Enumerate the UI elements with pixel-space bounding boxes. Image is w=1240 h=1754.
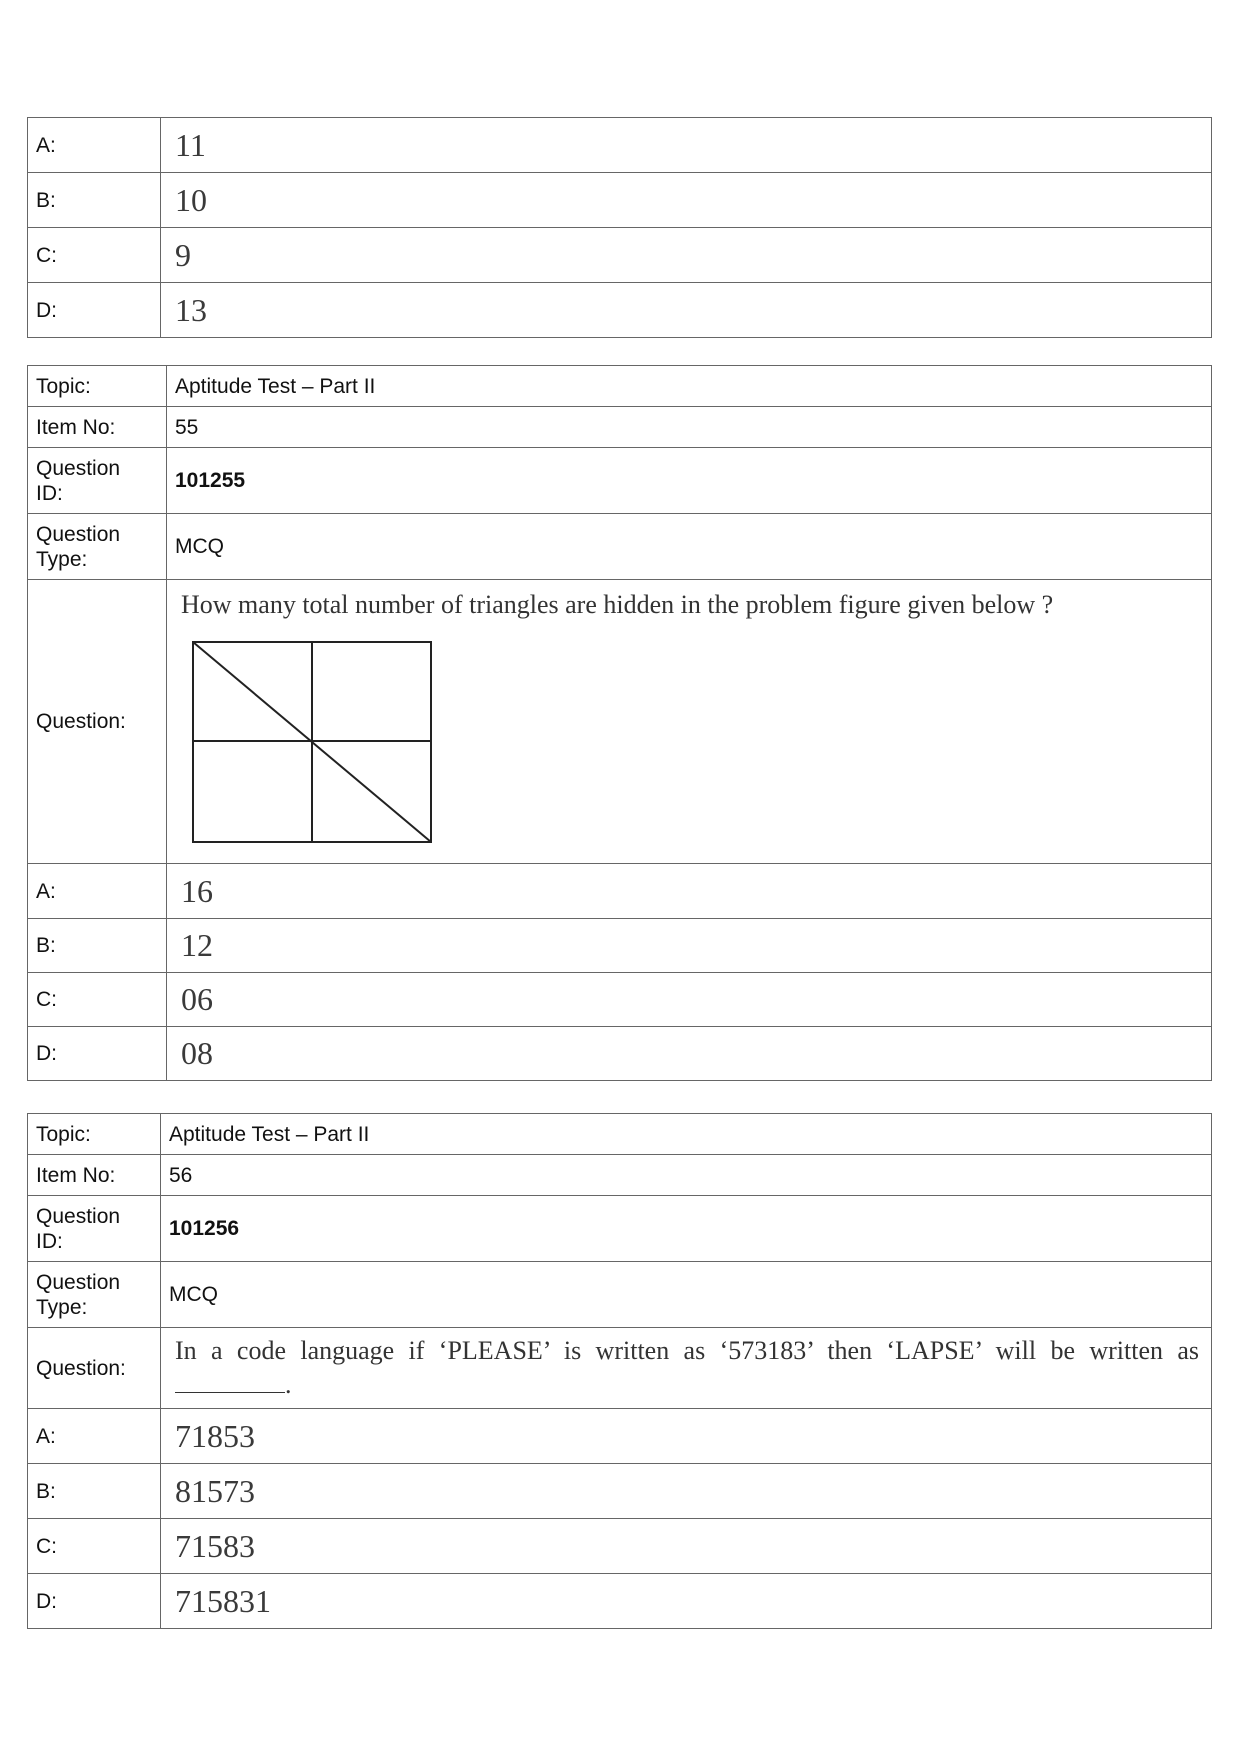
option-value: 13 <box>161 283 1212 338</box>
question-id-label-line1: Question <box>36 456 121 480</box>
question-55-table <box>27 365 1212 1081</box>
question-text-answer-blank <box>175 1368 1199 1402</box>
option-row-a <box>28 1409 1212 1464</box>
question-type-row <box>28 1262 1212 1328</box>
question-id-label-line2: ID: <box>36 481 63 505</box>
question-label: Question: <box>28 580 167 864</box>
option-value: 10 <box>161 173 1212 228</box>
option-row-c <box>28 1519 1212 1574</box>
option-row-c <box>28 973 1212 1027</box>
option-label: C: <box>28 1519 161 1574</box>
option-value: 81573 <box>161 1464 1212 1519</box>
question-text-end: . <box>285 1370 292 1399</box>
option-label: C: <box>28 228 161 283</box>
question-id-value: 101256 <box>161 1196 1212 1262</box>
topic-row <box>28 1114 1212 1155</box>
option-label: D: <box>28 1574 161 1629</box>
question-id-row <box>28 448 1212 514</box>
option-value: 06 <box>167 973 1212 1027</box>
option-row-b <box>28 173 1212 228</box>
question-id-label <box>28 1196 161 1262</box>
question-type-label-line1: Question <box>36 1270 121 1294</box>
question-type-label-line2: Type: <box>36 547 88 571</box>
item-no-value: 55 <box>167 407 1212 448</box>
option-value: 715831 <box>161 1574 1212 1629</box>
question-cell <box>161 1328 1212 1409</box>
option-label: D: <box>28 1027 167 1081</box>
question-id-row <box>28 1196 1212 1262</box>
question-type-row <box>28 514 1212 580</box>
topic-row <box>28 366 1212 407</box>
option-value: 11 <box>161 118 1212 173</box>
option-label: D: <box>28 283 161 338</box>
question-id-label-line2: ID: <box>36 1229 63 1253</box>
question-text: How many total number of triangles are hidden in the problem figure given below ? <box>181 590 1054 619</box>
option-label: B: <box>28 1464 161 1519</box>
question-text: In a code language if ‘PLEASE’ is written as ‘573183’ then ‘LAPSE’ will be written as <box>175 1336 1199 1365</box>
option-value: 71583 <box>161 1519 1212 1574</box>
option-value: 08 <box>167 1027 1212 1081</box>
option-label: C: <box>28 973 167 1027</box>
option-row-d <box>28 1027 1212 1081</box>
option-row-d <box>28 1574 1212 1629</box>
option-row-c <box>28 228 1212 283</box>
item-no-label: Item No: <box>28 407 167 448</box>
option-row-d <box>28 283 1212 338</box>
question-id-label-line1: Question <box>36 1204 121 1228</box>
question-54-options-table <box>27 117 1212 338</box>
topic-value: Aptitude Test – Part II <box>167 366 1212 407</box>
answer-blank <box>175 1374 285 1393</box>
question-cell <box>167 580 1212 864</box>
option-label: A: <box>28 864 167 919</box>
option-value: 12 <box>167 919 1212 973</box>
item-no-label: Item No: <box>28 1155 161 1196</box>
option-label: B: <box>28 173 161 228</box>
question-type-value: MCQ <box>161 1262 1212 1328</box>
question-type-label <box>28 514 167 580</box>
option-row-b <box>28 919 1212 973</box>
question-id-value: 101255 <box>167 448 1212 514</box>
question-type-label-line1: Question <box>36 522 121 546</box>
question-type-label-line2: Type: <box>36 1295 88 1319</box>
option-row-b <box>28 1464 1212 1519</box>
option-value: 16 <box>167 864 1212 919</box>
option-value: 71853 <box>161 1409 1212 1464</box>
option-value: 9 <box>161 228 1212 283</box>
question-type-label <box>28 1262 161 1328</box>
question-row <box>28 1328 1212 1409</box>
option-row-a <box>28 864 1212 919</box>
item-no-value: 56 <box>161 1155 1212 1196</box>
question-type-value: MCQ <box>167 514 1212 580</box>
item-no-row <box>28 1155 1212 1196</box>
topic-value: Aptitude Test – Part II <box>161 1114 1212 1155</box>
topic-label: Topic: <box>28 1114 161 1155</box>
option-row-a <box>28 118 1212 173</box>
item-no-row <box>28 407 1212 448</box>
triangle-figure <box>191 640 436 845</box>
topic-label: Topic: <box>28 366 167 407</box>
question-id-label <box>28 448 167 514</box>
question-label: Question: <box>28 1328 161 1409</box>
option-label: B: <box>28 919 167 973</box>
question-56-table <box>27 1113 1212 1629</box>
option-label: A: <box>28 1409 161 1464</box>
question-row <box>28 580 1212 864</box>
option-label: A: <box>28 118 161 173</box>
